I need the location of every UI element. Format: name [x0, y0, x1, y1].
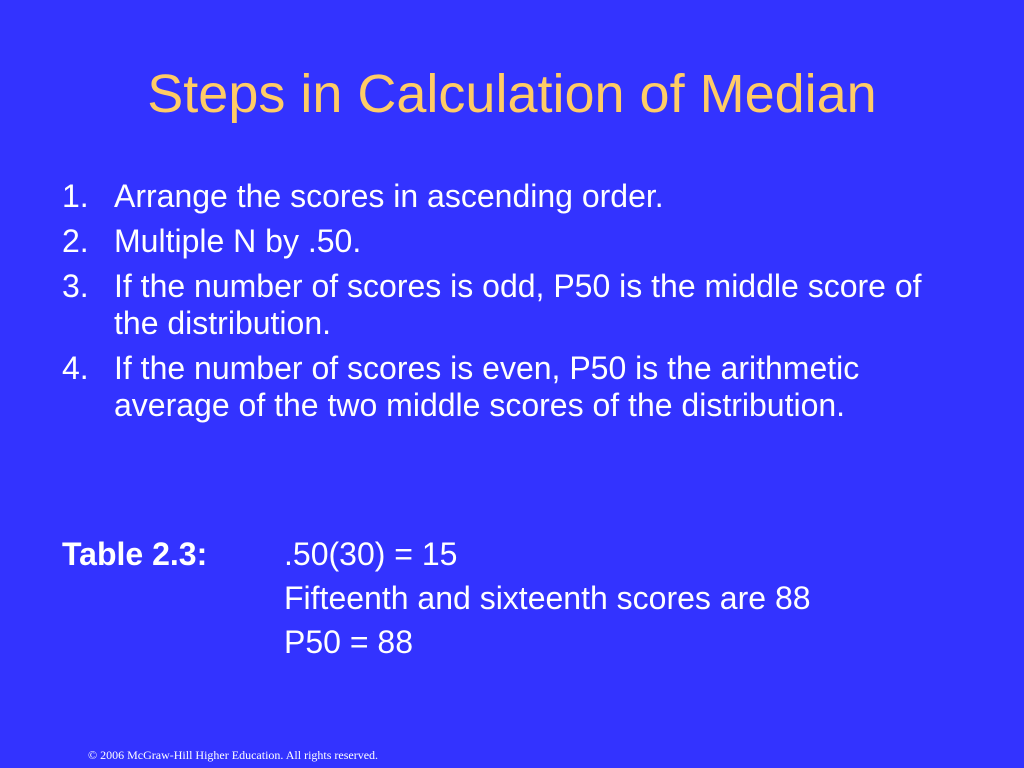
- step-text: Arrange the scores in ascending order.: [114, 178, 664, 214]
- step-item-2: [62, 223, 962, 260]
- steps-list: [62, 178, 962, 432]
- step-number: 4.: [62, 350, 89, 386]
- step-number: 2.: [62, 223, 89, 259]
- table-calculation-lines: [284, 532, 811, 664]
- step-number: 1.: [62, 178, 89, 214]
- step-text: If the number of scores is odd, P50 is the middle score of the distribution.: [114, 268, 922, 341]
- table-label: Table 2.3:: [62, 536, 208, 572]
- step-text: If the number of scores is even, P50 is the arithmetic average of the two middle scores of the distribution.: [114, 350, 860, 423]
- step-item-1: [62, 178, 962, 215]
- table-line: P50 = 88: [284, 624, 413, 660]
- copyright-footer: © 2006 McGraw-Hill Higher Education. All rights reserved.: [88, 748, 379, 762]
- step-text: Multiple N by .50.: [114, 223, 362, 259]
- table-line: .50(30) = 15: [284, 536, 458, 572]
- step-number: 3.: [62, 268, 89, 304]
- step-item-3: [62, 268, 962, 342]
- step-item-4: [62, 350, 962, 424]
- table-line: Fifteenth and sixteenth scores are 88: [284, 580, 811, 616]
- slide-title: Steps in Calculation of Median: [147, 64, 877, 124]
